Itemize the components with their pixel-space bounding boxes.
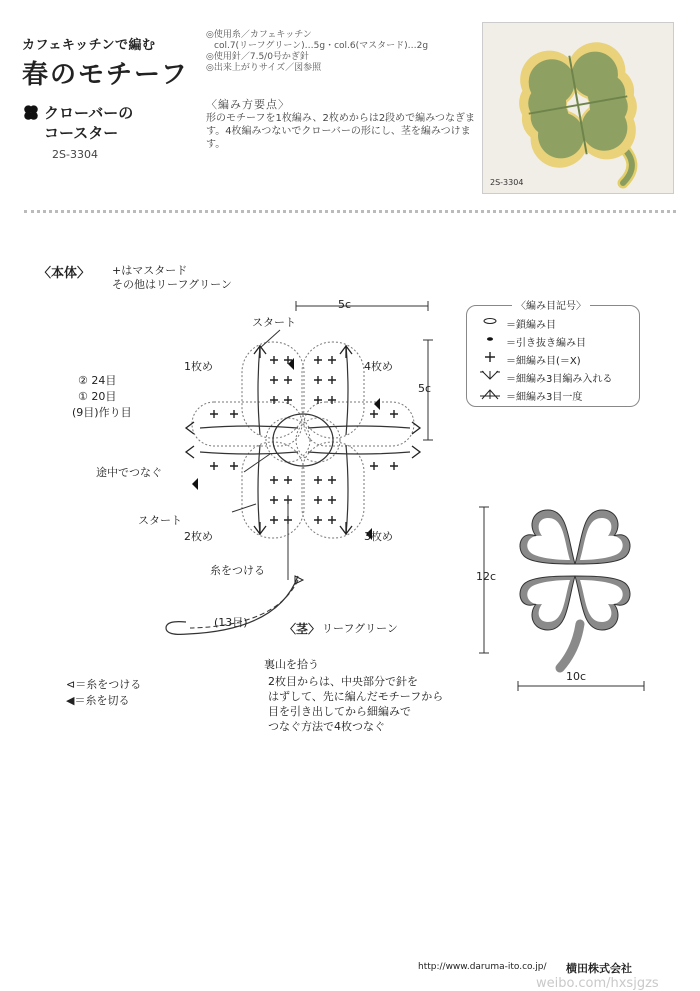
- yarn-note-mustard: +はマスタード: [112, 264, 188, 277]
- legend-increase: ＝細編み3目編み入れる: [506, 374, 613, 385]
- row-2-label: ② 24目: [78, 374, 117, 387]
- increase-marks: [186, 346, 420, 534]
- stem-heading: 〈茎〉: [284, 622, 321, 636]
- materials: [206, 30, 428, 74]
- stem-chart: [158, 570, 308, 650]
- footer-company: 横田株式会社: [566, 962, 632, 975]
- join-note-line: はずして、先に編んだモチーフから: [268, 690, 444, 703]
- slip-stitch-icon: [487, 337, 493, 341]
- chain-icon: [484, 319, 496, 324]
- legend-slip: ＝引き抜き編み目: [506, 338, 586, 349]
- single-crochet-marks: [210, 356, 398, 524]
- points-body: 形のモチーフを1枚編み、2枚めからは2段めで編みつなぎます。4枚編みつないでクローバーの形にし、茎を編みつけます。: [206, 113, 475, 150]
- legend-title: 〈編み目記号〉: [512, 297, 590, 312]
- subtitle: カフェキッチンで編む: [22, 38, 156, 53]
- crochet-chart: [170, 290, 450, 590]
- material-line: ◎使用糸／カフェキッチン: [206, 30, 312, 40]
- height-label: 5c: [418, 382, 432, 395]
- cut-thread-mark: [374, 398, 380, 410]
- leaf-2-label: 2枚め: [184, 530, 213, 543]
- diagram-heading: 〈本体〉: [38, 266, 91, 281]
- attach-label: 糸をつける: [210, 564, 265, 577]
- clover-photo-illustration: [483, 23, 673, 193]
- legend-symbols: [478, 316, 508, 406]
- leaf-1-label: 1枚め: [184, 360, 213, 373]
- join-note-line: つなぐ方法で4枚つなぐ: [268, 720, 385, 733]
- join-label: 途中でつなぐ: [96, 466, 162, 479]
- width-label: 5c: [338, 298, 352, 311]
- cut-thread-mark: [192, 478, 198, 490]
- item-code: 2S-3304: [52, 148, 98, 161]
- product-photo: [482, 22, 674, 194]
- legend-decrease: ＝細編み3目一度: [506, 392, 583, 403]
- section-divider: [24, 210, 676, 213]
- leaf-3-label: 3枚め: [364, 530, 393, 543]
- item-name-line2: コースター: [44, 124, 119, 142]
- start-pointer-top: [260, 330, 280, 348]
- material-line: col.7(リーフグリーン)…5g・col.6(マスタード)…2g: [214, 41, 429, 51]
- stem-count: (13目): [214, 616, 248, 629]
- start-label-left: スタート: [138, 514, 182, 527]
- outline-height-label: 12c: [476, 570, 497, 583]
- join-note-line: 2枚目からは、中央部分で針を: [268, 675, 418, 688]
- start-pointer-left: [232, 504, 256, 512]
- clover-bullet-icon: [22, 104, 40, 122]
- leaf-4-label: 4枚め: [364, 360, 393, 373]
- row-0-label: (9目)作り目: [72, 406, 132, 419]
- join-note: [268, 674, 443, 734]
- clover-outline-figure: [510, 500, 640, 680]
- join-note-line: 目を引き出してから細編みで: [268, 705, 411, 718]
- join-pointer: [244, 454, 270, 472]
- outline-width-label: 10c: [566, 670, 587, 683]
- page-title: 春のモチーフ: [22, 60, 189, 90]
- legend-single: ＝細編み目(＝X): [506, 356, 581, 367]
- symbol-attach: ⊲＝糸をつける: [66, 678, 142, 691]
- start-label-top: スタート: [252, 316, 296, 329]
- symbol-cut: ◀＝糸を切る: [66, 694, 130, 707]
- material-line: ◎使用針／7.5/0号かぎ針: [206, 52, 309, 62]
- yarn-note-green: その他はリーフグリーン: [112, 278, 232, 291]
- photo-caption: 2S-3304: [490, 178, 524, 187]
- single-crochet-icon: [485, 352, 495, 362]
- footer-watermark: weibo.com/hxsjgzs: [536, 976, 659, 991]
- points-heading: 〈編み方要点〉: [206, 98, 290, 111]
- material-line: ◎出来上がりサイズ／図参照: [206, 63, 322, 73]
- sc3-decrease-icon: [480, 390, 500, 399]
- item-name-line1: クローバーの: [44, 104, 134, 122]
- footer-url[interactable]: http://www.daruma-ito.co.jp/: [418, 962, 547, 972]
- row-1-label: ① 20目: [78, 390, 117, 403]
- stem-color: リーフグリーン: [322, 622, 398, 635]
- sc3-increase-icon: [480, 371, 500, 379]
- legend-chain: ＝鎖編み目: [506, 320, 556, 331]
- back-loop-label: 裏山を拾う: [264, 658, 319, 671]
